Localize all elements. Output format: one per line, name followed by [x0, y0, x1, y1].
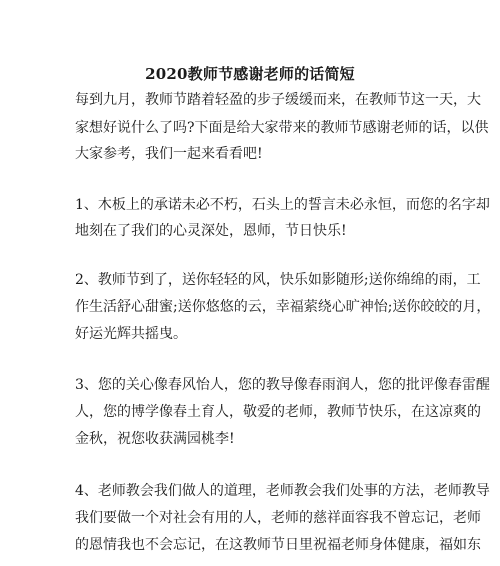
paragraph-5-line-3: 的恩情我也不会忘记，在这教师节日里祝福老师身体健康，福如东 — [75, 537, 481, 553]
paragraph-1-line-3: 大家参考，我们一起来看看吧! — [75, 146, 263, 162]
paragraph-2-line-1: 1、木板上的承诺未必不朽，石头上的誓言未必永恒，而您的名字却 — [75, 197, 490, 213]
paragraph-3-line-1: 2、教师节到了，送你轻轻的风，快乐如影随形;送你绵绵的雨，工 — [75, 272, 481, 288]
paragraph-2-line-2: 地刻在了我们的心灵深处，恩师，节日快乐! — [75, 223, 347, 239]
paragraph-1-line-2: 家想好说什么了吗?下面是给大家带来的教师节感谢老师的话，以供 — [75, 120, 489, 136]
paragraph-4-line-1: 3、您的关心像春风怡人，您的教导像春雨润人，您的批评像春雷醒 — [75, 377, 490, 393]
paragraph-4-line-3: 金秋，祝您收获满园桃李! — [75, 431, 235, 447]
paragraph-4-line-2: 人，您的博学像春土育人，敬爱的老师，教师节快乐，在这凉爽的 — [75, 404, 481, 420]
paragraph-3-line-3: 好运光辉共摇曳。 — [75, 326, 187, 342]
paragraph-1-line-1: 每到九月，教师节踏着轻盈的步子缓缓而来，在教师节这一天，大 — [75, 92, 481, 108]
document-title: 2020教师节感谢老师的话简短 — [145, 65, 355, 83]
paragraph-5-line-1: 4、老师教会我们做人的道理，老师教会我们处事的方法，老师教导 — [75, 483, 490, 499]
paragraph-5-line-2: 我们要做一个对社会有用的人，老师的慈祥面容我不曾忘记，老师 — [75, 510, 481, 526]
paragraph-3-line-2: 作生活舒心甜蜜;送你悠悠的云，幸福萦绕心旷神怡;送你皎皎的月， — [75, 299, 491, 315]
